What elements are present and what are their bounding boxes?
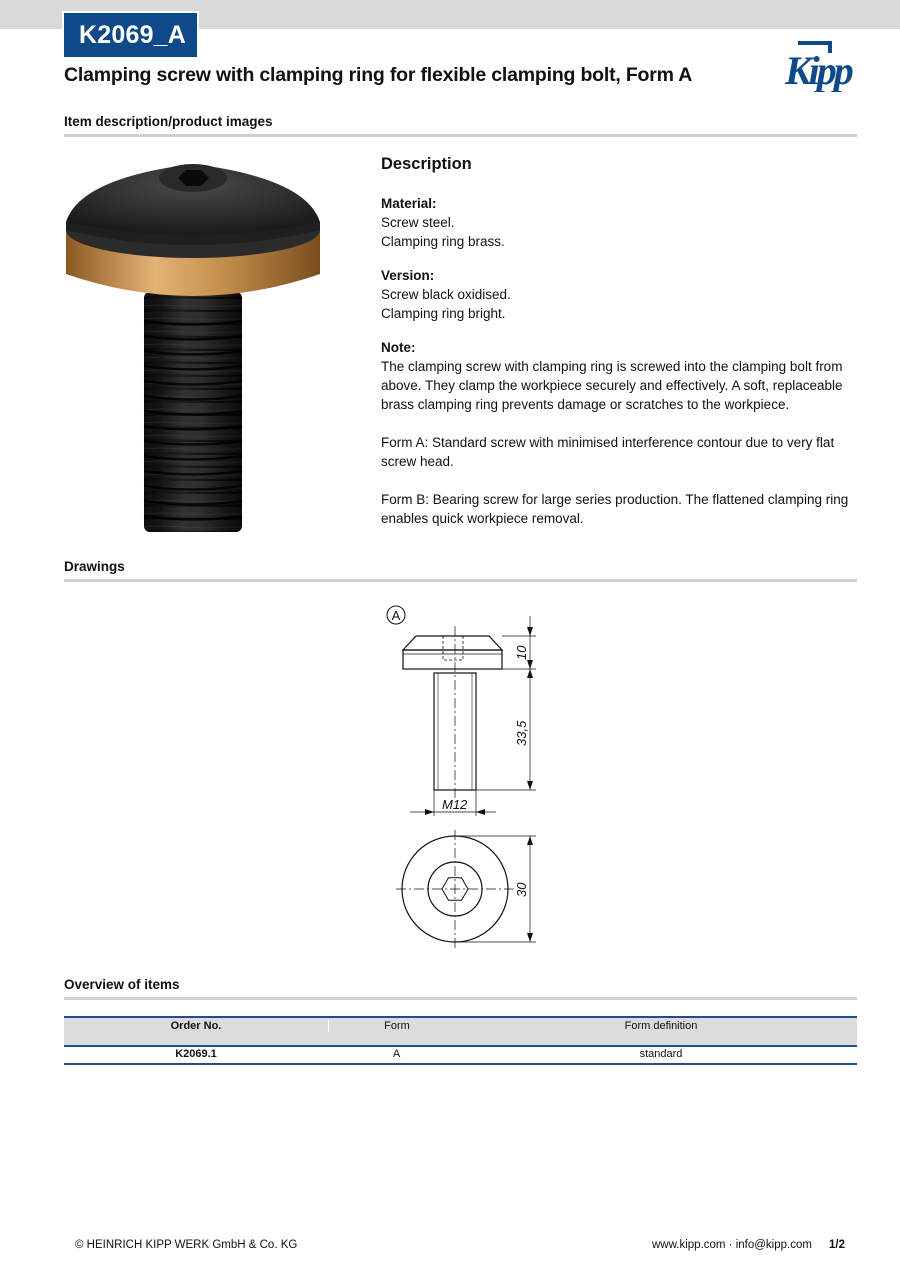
dim-diameter: 30 [514,882,529,897]
technical-drawing [370,598,550,958]
cell-form-definition: standard [639,1048,683,1060]
material-block [381,194,859,251]
items-table [64,1016,857,1065]
product-image-clamping-screw [62,156,324,536]
col-form: Form [328,1020,465,1032]
section-item-description: Item description/product images [64,114,857,137]
footer-page-number: 1/2 [829,1239,845,1251]
version-line: Screw black oxidised. [381,287,511,302]
kipp-logo [784,38,858,92]
table-header-row [64,1016,857,1047]
col-form-definition: Form definition [624,1020,698,1032]
description-block [381,154,859,547]
material-line: Clamping ring brass. [381,234,505,249]
section-overview: Overview of items [64,977,857,1000]
table-row [64,1047,857,1065]
version-line: Clamping ring bright. [381,306,506,321]
page-title: Clamping screw with clamping ring for flexible clamping bolt, Form A [64,64,693,86]
description-heading: Description [381,155,472,173]
article-code-badge: K2069_A [64,13,197,57]
version-block [381,266,859,323]
material-label: Material: [381,196,437,211]
version-label: Version: [381,268,435,283]
cell-form: A [392,1048,401,1060]
dim-shank-length: 33,5 [514,720,529,746]
cell-order-no: K2069.1 [175,1048,217,1060]
dim-thread: M12 [442,797,468,812]
note-paragraph: Form B: Bearing screw for large series production. The flattened clamping ring enables quick workpiece removal. [381,492,849,526]
material-line: Screw steel. [381,215,455,230]
note-paragraph: The clamping screw with clamping ring is screwed into the clamping bolt from above. They clamp the workpiece securely and effectively. A soft, replaceable brass clamping ring prevents damage or scratches to the workpiece. [381,359,843,412]
dim-head-height: 10 [514,645,529,660]
section-drawings: Drawings [64,559,857,582]
footer-copyright: © HEINRICH KIPP WERK GmbH & Co. KG [75,1239,298,1251]
note-paragraph: Form A: Standard screw with minimised interference contour due to very flat screw head. [381,435,835,469]
form-label: A [391,608,401,623]
footer-contact: www.kipp.com · info@kipp.com [652,1239,812,1251]
note-block [381,338,859,528]
col-order-no: Order No. [170,1020,222,1032]
note-label: Note: [381,340,416,355]
svg-text:Kipp: Kipp [785,48,851,92]
